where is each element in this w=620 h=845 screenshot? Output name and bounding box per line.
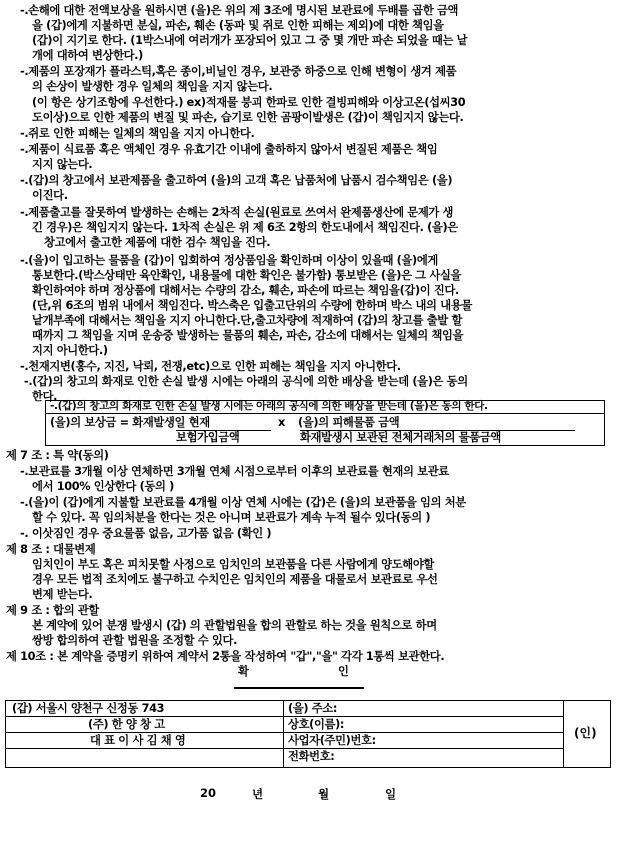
art10-line-1: 제 10조 : 본 계약을 증명키 위하여 계약서 2통을 작성하여 "갑","을" 각각 1통씩 보관한다. — [6, 650, 445, 663]
art7-title: 제 7 조 : 특 약(동의) — [6, 449, 109, 462]
table-divider-seal — [563, 700, 564, 767]
art6-line-12: -.(갑)의 창고에서 보관제품을 출고하여 (을)의 고객 혹은 납품처에 납품시 검수책임은 (을) — [20, 174, 453, 187]
party-a-address: (갑) 서울시 양천구 신정동 743 — [12, 702, 165, 715]
art6-line-16: 창고에서 출고한 제품에 대한 검수 책임을 진다. — [44, 236, 271, 249]
art6-line-9: -.쥐로 인한 피해는 일체의 책임을 지지 아니한다. — [20, 127, 255, 140]
formula-header: -.(갑)의 창고의 화재로 인한 손실 발생 시에는 아래의 공식에 의한 배상을 받는데 (을)은 동의 한다. — [50, 400, 488, 412]
date-day-label: 일 — [385, 787, 397, 801]
art9-line-1: 본 계약에 있어 분쟁 발생시 (갑) 의 관할법원을 합의 관할로 하는 것을 원칙으로 하며 — [32, 619, 437, 632]
art8-title: 제 8 조 : 대물변제 — [6, 543, 96, 556]
art9-title: 제 9 조 : 합의 관할 — [6, 604, 99, 617]
art6-line-10: -.제품이 식료품 혹은 액체인 경우 유효기간 이내에 출하하지 않아서 변질된 제품은 책임 — [20, 143, 438, 156]
art6-line-5: -.제품의 포장재가 플라스틱,혹은 종이,비닐인 경우, 보관중 하중으로 인해 변형이 생겨 제품 — [20, 65, 457, 78]
art6-line-24: -.천재지변(홍수, 지진, 낙뢰, 전쟁,etc)으로 인한 피해는 책임을 지지 아니한다. — [20, 360, 401, 373]
party-a-company: (주) 한 양 창 고 — [88, 718, 165, 731]
date-month-label: 월 — [318, 787, 330, 801]
art6-line-13: 이진다. — [32, 189, 68, 202]
art6-line-21: 낱개부족에 대해서는 책임을 지지 아니한다.단,출고차량에 적재하여 (갑)의 창고를 출발 할 — [32, 314, 463, 327]
art6-line-22: 때까지 그 책임을 지며 운송중 발생하는 물품의 훼손, 파손, 감소에 대해서는 일체의 책임을 — [32, 329, 464, 342]
formula-rhs: (을)의 피해물품 금액 — [298, 416, 400, 429]
party-b-name-label: 상호(이름): — [288, 718, 345, 731]
art8-line-3: 변제 받는다. — [32, 588, 93, 601]
art6-line-26: 한다. — [32, 390, 58, 403]
confirm-a: 확 — [238, 665, 249, 678]
confirm-underline — [234, 687, 364, 689]
art8-line-1: 임치인이 부도 혹은 피치못할 사정으로 임치인의 보관품을 다른 사람에게 양도해야할 — [32, 558, 434, 571]
date-year: 20 — [200, 786, 217, 800]
art6-line-6: 의 손상이 발생한 경우 일체의 책임을 지지 않는다. — [32, 80, 273, 93]
art6-line-3: (갑)이 지기로 한다. (1박스내에 여러개가 포장되어 있고 그 중 몇 개만 파손 되었을 때는 낱 — [32, 34, 468, 47]
table-divider-middle — [283, 700, 284, 767]
formula-rhs-denominator: 화재발생시 보관된 전체거래처의 물품금액 — [300, 431, 501, 444]
art6-line-15: 긴 경우)은 책임지지 않는다. 1차적 손실은 위 제 6조 2항의 한도내에서 책임진다. (을)은 — [32, 221, 458, 234]
art6-line-17: -.(을)이 입고하는 물품을 (갑)이 입회하여 정상품임을 확인하며 이상이 있을때 (을)에게 — [20, 254, 438, 267]
art6-line-1: -.손해에 대한 전액보상을 원하시면 (을)은 위의 제 3조에 명시된 보관료에 두배를 곱한 금액 — [20, 4, 459, 17]
art8-line-2: 경우 모든 법적 조치에도 불구하고 수치인은 임치인의 제품을 대물로서 보관료로 우선 — [32, 573, 438, 586]
confirm-b: 인 — [338, 665, 349, 678]
formula-lhs: (을)의 보상금 = 화재발생일 현재 — [50, 416, 210, 429]
art6-line-8: 도이상)으로 인한 제품의 변질 및 파손, 습기로 인한 곰팡이발생은 (갑)이 책임지지 않는다. — [32, 111, 464, 124]
art7-line-5: -. 이삿짐인 경우 중요물품 없음, 고가품 없음 (확인 ) — [20, 527, 272, 540]
party-a-row-3 — [5, 748, 283, 749]
formula-lhs-denominator: 보험가입금액 — [176, 431, 240, 444]
art6-line-20: (단,위 6조의 범위 내에서 책임진다. 박스축은 입출고단위의 수량에 한하며 박스 내의 내용물 — [32, 299, 472, 312]
art6-line-25: -.(갑)의 창고의 화재로 인한 손실 발생 시에는 아래의 공식에 의한 배상을 받는데 (을)은 동의 — [24, 375, 468, 388]
art7-line-4: 할 수 있다. 꼭 임의처분을 한다는 것은 아니며 보관료가 계속 누적 될수 있다(동의 ) — [32, 511, 431, 524]
art6-line-23: 지지 아니한다.) — [32, 344, 108, 357]
art6-line-7: (이 항은 상기조항에 우선한다.) ex)적재물 붕괴 한파로 인한 결빙피해와 이상고온(섭씨30 — [32, 96, 466, 109]
art6-line-19: 확인하여야 하며 정상품에 대해서는 수량의 감소, 훼손, 파손에 따르는 책임을(갑)이 진다. — [32, 284, 459, 297]
party-b-bizno-label: 사업자(주민)번호: — [288, 734, 376, 747]
art6-line-11: 지지 않는다. — [32, 158, 93, 171]
art6-line-2: 을 (갑)에게 지불하면 분실, 파손, 훼손 (동파 및 쥐로 인한 피해는 제외)에 대한 책임을 — [32, 19, 444, 32]
art7-line-3: -.(을)이 (갑)에게 지불할 보관료를 4개월 이상 연체 시에는 (갑)은 (을)의 보관품을 임의 처분 — [20, 496, 466, 509]
art6-line-14: -.제품출고를 잘못하여 발생하는 손해는 2차적 손실(원료로 쓰여서 완제품생산에 문제가 생 — [20, 206, 454, 219]
party-a-ceo: 대 표 이 사 김 채 영 — [90, 734, 186, 747]
formula-times: x — [278, 416, 285, 429]
art7-line-2: 에서 100% 인상한다 (동의 ) — [32, 480, 174, 493]
date-year-label: 년 — [252, 787, 264, 801]
art9-line-2: 쌍방 합의하여 관할 법원을 조정할 수 있다. — [32, 634, 238, 647]
art6-line-18: 통보한다.(박스상태만 육안확인, 내용물에 대한 확인은 불가함) 통보받은 (을)은 그 사실을 — [32, 269, 462, 282]
art7-line-1: -.보관료를 3개월 이상 연체하면 3개월 연체 시점으로부터 이후의 보관료를 현재의 보관료 — [20, 465, 449, 478]
party-b-address-label: (을) 주소: — [288, 702, 338, 715]
party-b-phone-label: 전화번호: — [288, 750, 335, 763]
art6-line-4: 개에 대하여 변상한다.) — [32, 49, 143, 62]
seal-mark: (인) — [574, 726, 597, 740]
